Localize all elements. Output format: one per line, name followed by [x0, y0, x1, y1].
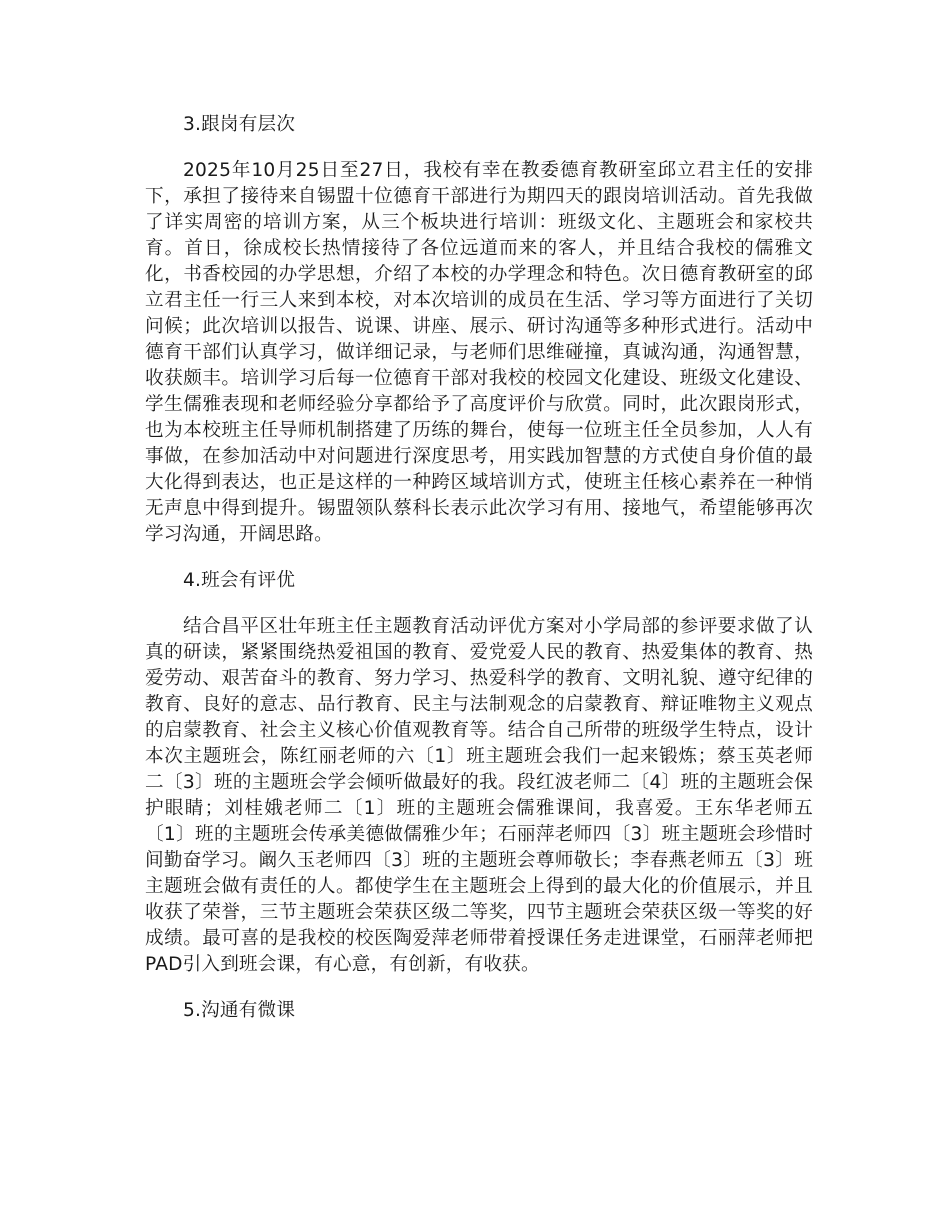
section-paragraph: 结合昌平区壮年班主任主题教育活动评优方案对小学局部的参评要求做了认真的研读，紧紧围绕热爱祖国的教育、爱党爱人民的教育、热爱集体的教育、热爱劳动、艰苦奋斗的教育、努力学习、热爱科学的教育、文明礼貌、遵守纪律的教育、良好的意志、品行教育、民主与法制观念的启蒙教育、辩证唯物主义观点的启蒙教育、社会主义核心价值观教育等。结合自己所带的班级学生特点，设计本次主题班会，陈红丽老师的六〔1〕班主题班会我们一起来锻炼；蔡玉英老师二〔3〕班的主题班会学会倾听做最好的我。段红波老师二〔4〕班的主题班会保护眼睛；刘桂娥老师二〔1〕班的主题班会儒雅课间，我喜爱。王东华老师五〔1〕班的主题班会传承美德做儒雅少年；石丽萍老师四〔3〕班主题班会珍惜时间勤奋学习。阚久玉老师四〔3〕班的主题班会尊师敬长；李春燕老师五〔3〕班主题班会做有责任的人。都使学生在主题班会上得到的最大化的价值展示，并且收获了荣誉，三节主题班会荣获区级二等奖，四节主题班会荣获区级一等奖的好成绩。最可喜的是我校的校医陶爱萍老师带着授课任务走进课堂，石丽萍老师把PAD引入到班会课，有心意，有创新，有收获。 — [145, 616, 813, 975]
section-paragraph: 2025年10月25日至27日，我校有幸在教委德育教研室邱立君主任的安排下，承担了接待来自锡盟十位德育干部进行为期四天的跟岗培训活动。首先我做了详实周密的培训方案，从三个板块进行培训：班级文化、主题班会和家校共育。首日，徐成校长热情接待了各位远道而来的客人，并且结合我校的儒雅文化，书香校园的办学思想，介绍了本校的办学理念和特色。次日德育教研室的邱立君主任一行三人来到本校，对本次培训的成员在生活、学习等方面进行了关切问候；此次培训以报告、说课、讲座、展示、研讨沟通等多种形式进行。活动中德育干部们认真学习，做详细记录，与老师们思维碰撞，真诚沟通，沟通智慧，收获颇丰。培训学习后每一位德育干部对我校的校园文化建设、班级文化建设、学生儒雅表现和老师经验分享都给予了高度评价与欣赏。同时，此次跟岗形式，也为本校班主任导师机制搭建了历练的舞台，使每一位班主任全员参加，人人有事做，在参加活动中对问题进行深度思考，用实践加智慧的方式使自身价值的最大化得到表达，也正是这样的一种跨区域培训方式，使班主任核心素养在一种悄无声息中得到提升。锡盟领队蔡科长表示此次学习有用、接地气，希望能够再次学习沟通，开阔思路。 — [145, 160, 813, 545]
section-heading: 5.沟通有微课 — [183, 1000, 296, 1021]
section-heading: 3.跟岗有层次 — [183, 114, 296, 135]
section-heading: 4.班会有评优 — [183, 570, 296, 591]
document-page — [145, 112, 813, 1044]
